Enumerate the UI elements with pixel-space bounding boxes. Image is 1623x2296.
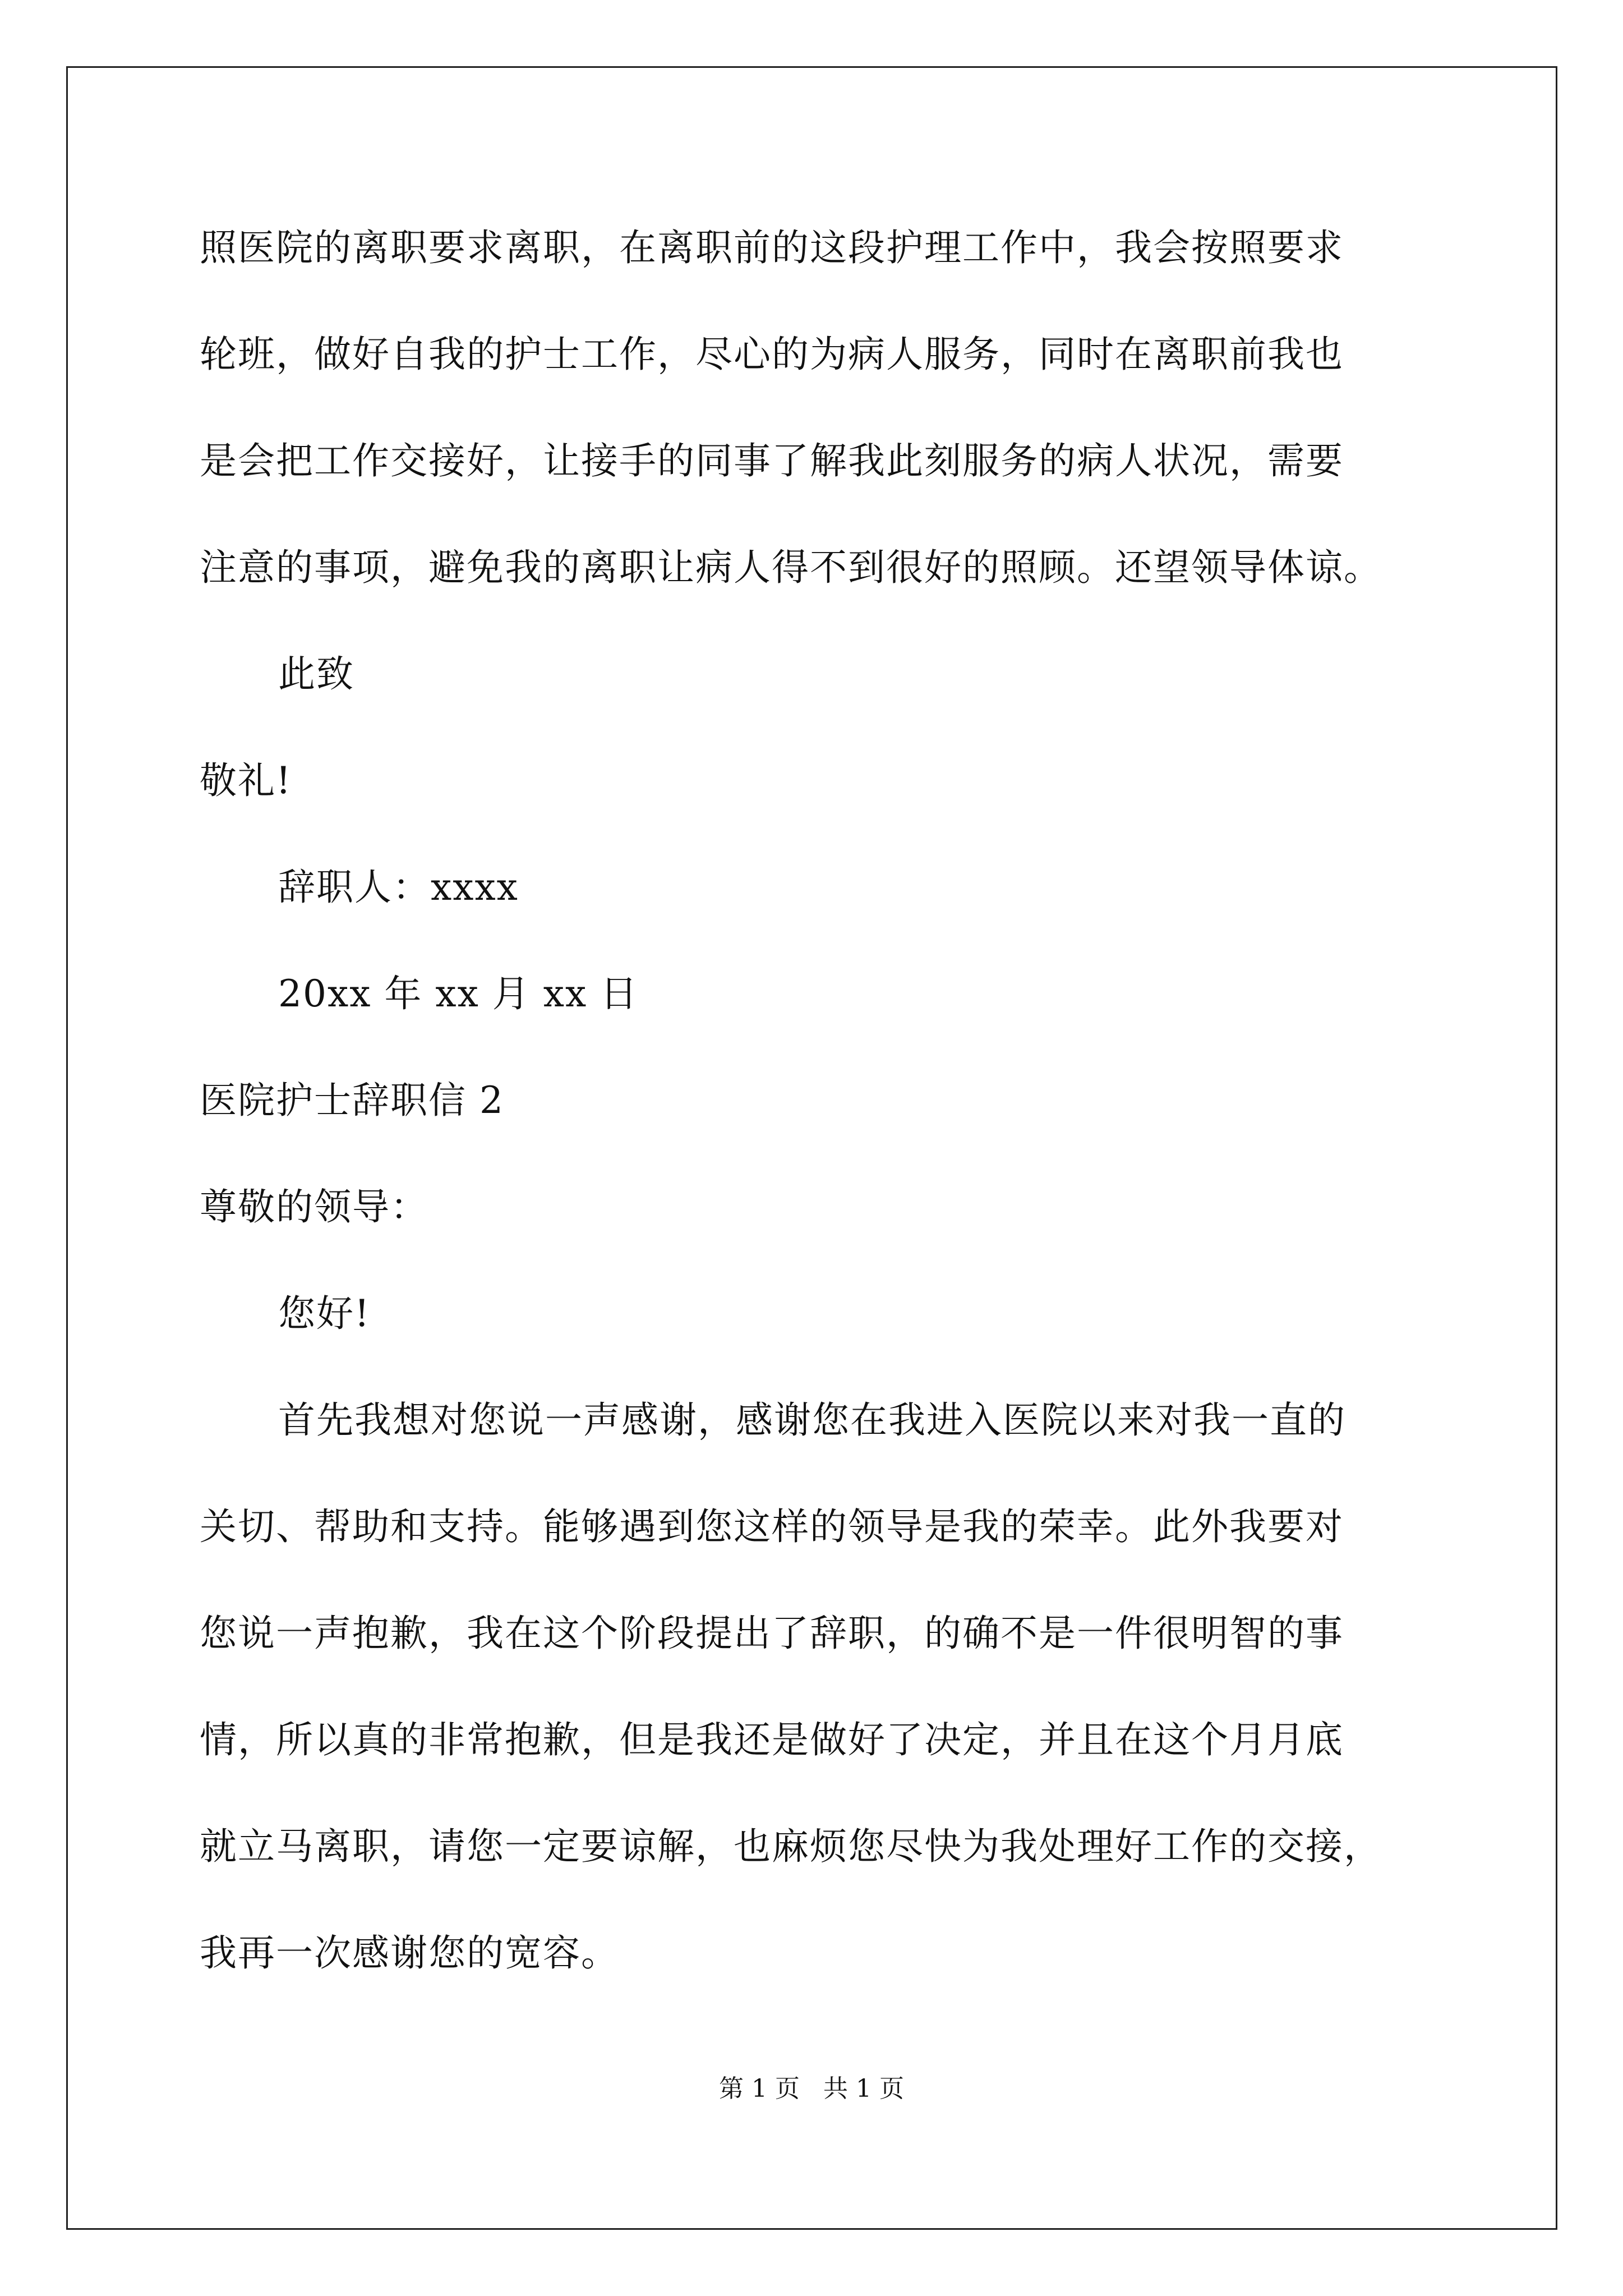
body-line-9: 就立马离职，请您一定要谅解，也麻烦您尽快为我处理好工作的交接， [200,1825,1382,1868]
body-line-10: 我再一次感谢您的宽容。 [200,1931,619,1975]
body-line-8: 情，所以真的非常抱歉，但是我还是做好了决定，并且在这个月月底 [200,1718,1344,1761]
date-line: 20xx 年 xx 月 xx 日 [278,972,639,1015]
greeting-hello: 您好! [278,1292,371,1335]
body-line-7: 您说一声抱歉，我在这个阶段提出了辞职，的确不是一件很明智的事 [200,1612,1344,1655]
page-border [66,66,1557,2230]
body-line-4: 注意的事项，避免我的离职让病人得不到很好的照顾。还望领导体谅。 [200,546,1382,589]
body-line-2: 轮班，做好自我的护士工作，尽心的为病人服务，同时在离职前我也 [200,333,1344,376]
body-line-1: 照医院的离职要求离职，在离职前的这段护理工作中，我会按照要求 [200,226,1344,269]
closing-salutation: 此致 [278,652,354,696]
body-line-3: 是会把工作交接好，让接手的同事了解我此刻服务的病人状况，需要 [200,439,1344,482]
greeting-recipient: 尊敬的领导： [200,1185,428,1228]
signer-line: 辞职人：xxxx [278,866,519,909]
body-line-6: 关切、帮助和支持。能够遇到您这样的领导是我的荣幸。此外我要对 [200,1505,1344,1548]
section-heading: 医院护士辞职信 2 [200,1079,504,1122]
closing-regards: 敬礼! [200,759,292,802]
page-number-footer: 第 1 页 共 1 页 [719,2074,904,2103]
body-line-5: 首先我想对您说一声感谢，感谢您在我进入医院以来对我一直的 [278,1398,1346,1442]
